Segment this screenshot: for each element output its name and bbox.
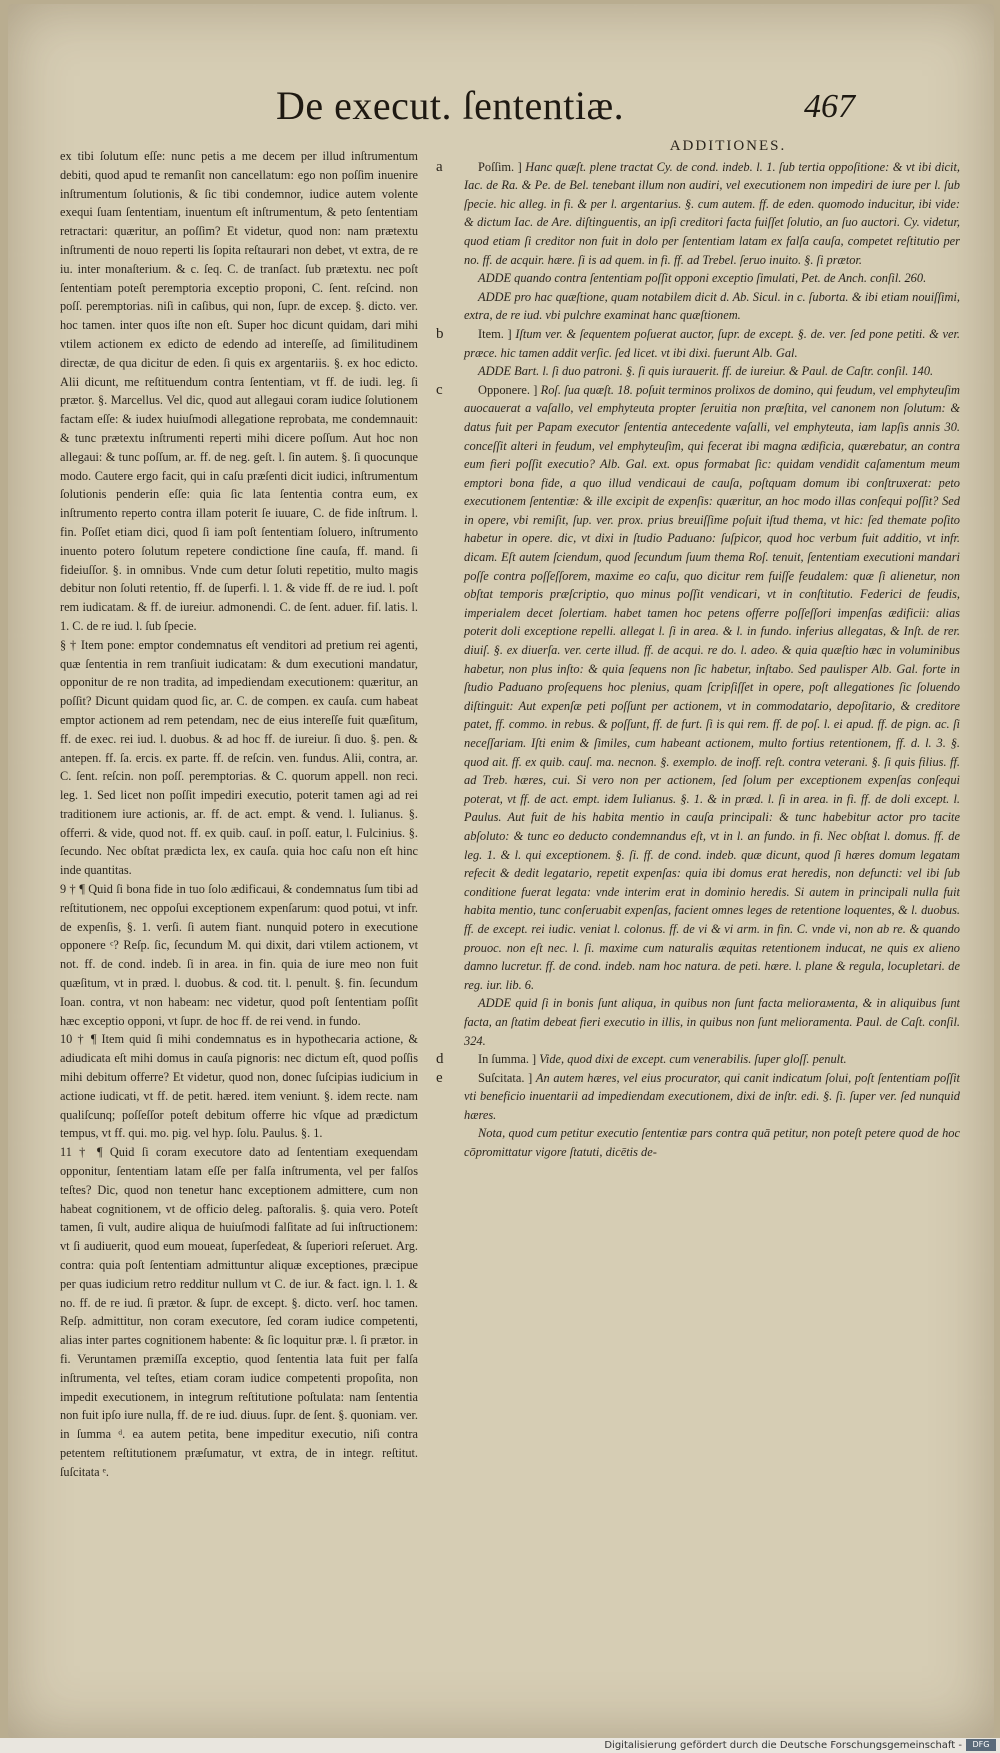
footer-text: Digitalisierung gefördert durch die Deutsche Forschungsgemeinschaft - xyxy=(604,1740,962,1751)
addition-note xyxy=(436,325,960,362)
addition-note xyxy=(436,1069,960,1125)
note-lemma: Poſſim. ] xyxy=(478,159,522,174)
addition-note xyxy=(436,158,960,270)
note-text: Roſ. ſua quæſt. 18. poſuit terminos prolixos de domino, qui feudum, vel emphyteuſim auocauerat a vaſallo, vel emphyteuta propter ſeruitia non præſtita, vel canonem non ſolutum: & datus fuit per Papam executor ſententia antecedente vaſalli, vel emphyteuta, iam lapſis annis 30. conceſſit alteri in feudum, vel emphyteuſim, qui fecerat ibi magna ædificia, quærebatur, an contra eum fieri poſſit executio? Alb. Gal. ext. opus formabat ſic: quidam vendidit caſamentum meum emptori bona fide, a quo illud vendicaui de cauſa, poſtquam domum ibi conſtruxerat: peto executionem ſententiæ: & ille excipit de expenſis: quæritur, an hoc modo illas conſequi poſſit? Sed in opere, vbi remiſit, ſup. ver. prox. prius breuiſſime poſuit iſtud thema, vt hic: ſed themate poſito habetur in opere. dic, vt dixi in ſtudio Paduano: ſuſpicor, quod hoc verbum fuit additio, vt infr. dicam. Eſt autem ſciendum, quod ſecundum ſuum thema Roſ. tenuit, ſententiam executioni mandari poſſe contra poſſeſſorem, maxime eo caſu, quo dicitur rem fuiſſe feudalem: quæ ſi alienetur, non obſtat temporis præſcriptio, quo minus poſſit vendicari, vt in conſtitutio. Federici de feudis, imperialem decet ſolertiam. habet tamen hoc petens offerre poſſeſſori impenſas ædificii: alias poterit doli exceptione repelli. allegat l. ſi in area. & l. in fundo. inferius allegatas, & Inſt. de rer. diuiſ. §. ex diuerſa. ver. certe illud. ff. de acqui. re do. l. adeo. & quia quæſtio hæc in voluminibus habetur, non plus inſto: & quia ſequens non ſic habetur, inſtabo. Sed paulisper Alb. Gal. forte in ſtudio Paduano proſequens hoc plenius, quam ſcripſiſſet in opere, poſt allegationes ſic ſoluendo diſtinguit: Aut expenſæ peti poſſunt per actionem, vt in commodatario, depoſitario, & creditore patet, ff. commo. in rebus. & poſſunt, ff. de furt. ſi is qui rem. ff. de poſ. l. ei apud. ff. de pign. ac. ſi neceſſariam. Iſti enim & ſimiles, cum habeant actionem, multo fortius retentionem, ff. d. l. 3. §. quod ait. ff. ex quib. cauſ. ma. necnon. §. exemplo. de inoff. reſt. contra veterani. §. ſi quis filius. ff. ad Treb. hæres, cui. Si vero non per actionem, ſed ſolum per exceptionem expenſas conſequi poterat, vt ff. de act. empt. idem Iulianus. §. 1. & in præd. l. ſi in area. in fi. ff. de doli except. l. Paulus. Aut fuit de his habita mentio in cauſa principali: & tunc habebitur actor pro tacite abſoluto: & tunc eo deducto condemnandus eſt, vt in l. an fundo. in fi. Nec obſtat l. domus. ff. de leg. 1. & l. qui exceptionem. §. ſi. ff. de cond. indeb. quæ dicunt, quod ſi hæres domum legatam refecit & dedit legatario, repetit expenſas: quia ibi domus erat heredis, non defuncti: vel ibi ſub conditione fuerat legata: vnde interim erat in dominio heredis. Si autem in principali nulla fuit habita mentio, tunc conſeruabit expenſas, facient omnes leges de retentione loquentes, & l. duobus. ff. de except. rei iudic. veniat l. colonus. ff. de vi & vi arm. in fin. C. vnde vi, non ab re. & quando prouoc. non eſt nec. l. ſi. maxime cum naturalis æquitas retentionem inducat, ne quis ex alieno damno lucretur. ff. de cond. indeb. nam hoc natura. de peti. hære. l. plane & regula, locupletari. de reg. iur. lib. 6. xyxy=(464,382,960,992)
addition-note xyxy=(436,1050,960,1069)
addition-adde: ADDE quando contra ſententiam poſſit opponi exceptio ſimulati, Pet. de Anch. conſil. 260. xyxy=(478,271,927,286)
dfg-logo: DFG xyxy=(966,1739,996,1751)
addition-adde: ADDE pro hac quæſtione, quam notabilem dicit d. Ab. Sicul. in c. ſuborta. & ibi etiam nouiſſimi, extra, de re iud. vbi pulchre examinat hanc quæſtionem. xyxy=(464,289,960,323)
main-paragraph: 9 † ¶ Quid ſi bona fide in tuo ſolo ædificaui, & condemnatus ſum tibi ad reſtitutionem, nec oppoſui exceptionem expenſarum: quod potui, vt infr. de expenſis, §. 1. verſi. ſi autem fiant. nunquid potero in executione opponere ᶜ? Reſp. ſic, ſecundum M. qui dixit, dari vtilem actionem, vt not. ff. de cond. indeb. ſi in area. in fin. quia de iure meo non fuit quæſitum, vt in præd. l. duobus. & cod. tit. l. penult. §. fin. ſecundum Ioan. contra, vt non habeam: nec videtur, quod poſt ſententiam poſſit hæc exceptio opponi, vt ſupr. de hoc ff. de rei vend. in fundo. xyxy=(60,882,418,1028)
note-letter: a xyxy=(436,158,443,175)
addition-adde: ADDE Bart. l. ſi duo patroni. §. ſi quis iurauerit. ff. de iureiur. & Paul. de Caſtr. conſil. 140. xyxy=(478,364,934,379)
main-paragraph: 10 † ¶ Item quid ſi mihi condemnatus es in hypothecaria actione, & adiudicata eſt mihi domus in cauſa pignoris: nec dictum eſt, quod poſſis mihi debitum offerre? Et videtur, quod non, donec ſuſcipias iudicium in actione iudicati, vt ff. de petit. hæred. item veniunt. §. idem recte. nam qualiſcunq; poſſeſſor poteſt debitum offerre hic vſque ad prædictum tempus, vt ff. qui. mo. pig. vel hyp. ſolu. Paulus. §. 1. xyxy=(60,1032,418,1141)
note-text: An autem hæres, vel eius procurator, qui canit indicatum ſolui, poſt ſententiam poſſit vti beneficio inuentarii ad impediendam executionem, dixi de inſtr. edi. §. ſi. ſuper ver. ſed nunquid hæres. xyxy=(464,1070,960,1122)
note-letter: d xyxy=(436,1051,444,1068)
note-text: Iſtum ver. & ſequentem poſuerat auctor, ſupr. de except. §. de. ver. ſed pone petiti. & ver. præce. hic tamen addit verſic. ſed licet. vt ibi dixi. fuerunt Alb. Gal. xyxy=(464,326,960,360)
main-paragraph: ex tibi ſolutum eſſe: nunc petis a me decem per illud inſtrumentum debiti, quod apud te remanſit non cancellatum: ego non poſſim inuenire inſtrumentum ſolutionis, & ſic tibi condemnor, iudice autem volente exequi ſuam ſententiam, inuentum eſt inſtrumentum, & peto ſententiam retractari: quæritur, an poſſim? Et videtur, quod non: nam prætextu inſtrumenti de nouo reperti lis ſopita reſtaurari non debet, vt extra, de re iu. inter monaſterium. & c. ſeq. C. de tranſact. ſub prætextu. nec poſt ſententiam poteſt peremptoria exceptio proponi, C. ſent. reſcind. non poſſ. peremptorias. niſi in caſibus, qui non, ſupr. de excep. §. dicto. ver. hoc tamen. inter quos iſte non eſt. Super hoc dicunt quidam, dari mihi vtilem actionem ex edicto de edendo ad intereſſe, ad ſimilitudinem directæ, de qua dicitur de eden. ſi quis ex argentariis. §. ex hoc edicto. Alii dicunt, me reſtituendum contra ſententiam, vt ff. de iudi. leg. ſi prætor. §. Marcellus. Vel dic, quod aut allegaui coram iudice ſolutionem factam eſſe: & iudex huiuſmodi allegatione reprobata, me condemnauit: & tunc prætextu inſtrumenti reperti mihi dicere poſſum. Aut hoc non allegaui: & tunc poſſum, ar. ff. de neg. geſt. l. ſin autem. §. ſi quocunque modo. Cautere ergo facit, qui in caſu præſenti dicit iudici, inſtrumentum ſolutionis penderin eſſe: quia ſic lata ſententia contra eum, ex inſtrumento reperto contra illam poterit ſe iuuare, C. de fide inſtrum. l. fin. Poſſet etiam dici, quod ſi iam poſt ſententiam ſoluero, inſtrumento inuento potero ſolutum repetere condictione ſine cauſa, ff. mand. ſi fideiuſſor. §. in omnibus. Vnde cum detur ſoluti repetitio, multo magis debitur non ſoluti retentio, ff. de ſuperfi. l. 1. & vide ff. de re iud. l. poſt rem iudicatam. & ff. de iureiur. admonendi. C. de ſent. aduer. fiſ. latis. l. 1. C. de re iud. l. ſub ſpecie. xyxy=(60,149,418,633)
page-header xyxy=(8,82,994,132)
addition-note xyxy=(436,381,960,995)
note-letter: e xyxy=(436,1069,443,1086)
note-lemma: Suſcitata. ] xyxy=(478,1070,533,1085)
additions-column xyxy=(436,137,960,1707)
main-text-column xyxy=(60,147,418,1647)
note-lemma: In ſumma. ] xyxy=(478,1052,537,1067)
note-text: Vide, quod dixi de except. cum venerabilis. ſuper gloſſ. penult. xyxy=(539,1052,847,1067)
note-lemma: Item. ] xyxy=(478,326,512,341)
main-paragraph: § † Item pone: emptor condemnatus eſt venditori ad pretium rei agenti, quæ ſententia in rem tranſiuit iudicatam: & dum executioni mandatur, opponitur de re non tradita, ad impediendam executionem: quæritur, an poſſit? Dicunt quidam quod ſic, ar. C. de compen. ex cauſa. cum habeat emptor actionem ad rem petendam, nec de eius intereſſe fuit quæſitum, ff. de exec. rei iud. l. duobus. & ad hoc ff. de iureiur. ſi duo. §. pen. & antepen. ff. ſa. ercis. ex parte. ff. de reſcin. ven. fundus. Alii, contra, ar. C. ſent. reſcin. non poſſ. peremptorias. & C. quorum appell. non reci. leg. 1. Sed licet non poſſit impediri executio, poterit tamen agi ad rei traditionem iure actionis, ar. ff. de act. empt. & vend. l. Iulianus. §. offerri. & vide, quod not. ff. ex quib. cauſ. in poſſ. eatur, l. Fulcinius. §. ſecundo. Nec obſtat prædicta lex, ex cauſa. quia hoc caſu non eſt hinc inde quantitas. xyxy=(60,637,418,878)
book-page xyxy=(8,4,994,1738)
note-lemma: Opponere. ] xyxy=(478,382,538,397)
digitization-footer xyxy=(0,1738,1000,1753)
note-letter: b xyxy=(436,325,444,342)
note-text: Hanc quæſt. plene tractat Cy. de cond. indeb. l. 1. ſub tertia oppoſitione: & vt ibi dicit, Iac. de Ra. & Pe. de Bel. tenebant illum non audiri, vel executionem non impediri de iure per l. ſub ſpecie. hic alleg. in fi. & per l. argentarius. §. cum autem. ff. de eden. quomodo inducitur, ibi vide: & dictum Iac. de Are. diſtinguentis, an ipſi creditori facta fuiſſet ſolutio, an ſuo auctori. Cy. videtur, quod etiam ſi creditor non fuit in dolo per ſententiam latam ex falſa cauſa, competet reſtitutio per no. ff. de acquir. hære. ſi is ad quem. in fi. ff. ad Trebel. ſeruo inuito. §. ſi prætor. xyxy=(464,159,960,267)
note-letter: c xyxy=(436,381,443,398)
running-title: De execut. ſententiæ. xyxy=(276,83,625,128)
page-number: 467 xyxy=(804,88,855,125)
addition-adde: ADDE quid ſi in bonis ſunt aliqua, in quibus non ſunt facta meliorамenta, & in aliquibus ſunt facta, an ſtatim debeat fieri executio in illis, in quibus non ſunt melioramenta. Paul. de Caſt. conſil. 324. xyxy=(464,996,960,1048)
additions-title: ADDITIONES. xyxy=(669,138,787,154)
addition-nota: Nota, quod cum petitur executio ſententiæ pars contra quā petitur, non poteſt petere quod de hoc cōpromittatur vigore ſtatuti, dicētis de- xyxy=(464,1126,960,1160)
main-paragraph: 11 † ¶ Quid ſi coram executore dato ad ſententiam exequendam opponitur, ſententiam latam eſſe per falſa inſtrumenta, vel per falſos teſtes? Dic, quod non tenetur hanc exceptionem admittere, cum non habeat cognitionem, vt de officio deleg. paſtoralis. §. quia vero. Poteſt tamen, ſi vult, audire aliqua de huiuſmodi falſitate ad ſui inſtructionem: vt ſi audiuerit, quod eum moueat, ſuperſedeat, & ſuperiori reſeruet. Arg. contra: quia poſt ſententiam admittuntur aliquæ exceptiones, præcipue per quas iudicium retro redditur nullum vt C. de iur. & fact. ign. l. 1. & no. ff. de re iud. ſi prætor. & ſupr. de except. §. dicto. verſ. hoc tamen. Reſp. admittitur, non coram executore, ſed coram iudice competenti, alias inter partes cognitionem habente: & ſic loquitur præ. l. ſi prætor. in fi. Veruntamen præmiſſa exceptio, quod ſententia lata fuit per falſa inſtrumenta, vel teſtes, etiam coram iudice competenti propoſita, non impedit executionem, in integrum reſtitutione poſtulata: nam ſententia non fuit ipſo iure nulla, ff. de re iud. diuus. ſupr. de ſent. §. quoniam. ver. in ſumma ᵈ. ea autem petita, bene impeditur executio, niſi contra petentem reſtitutionem præſumatur, vt extra, de in integr. reſtitut. ſuſcitata ᵉ. xyxy=(60,1145,418,1479)
